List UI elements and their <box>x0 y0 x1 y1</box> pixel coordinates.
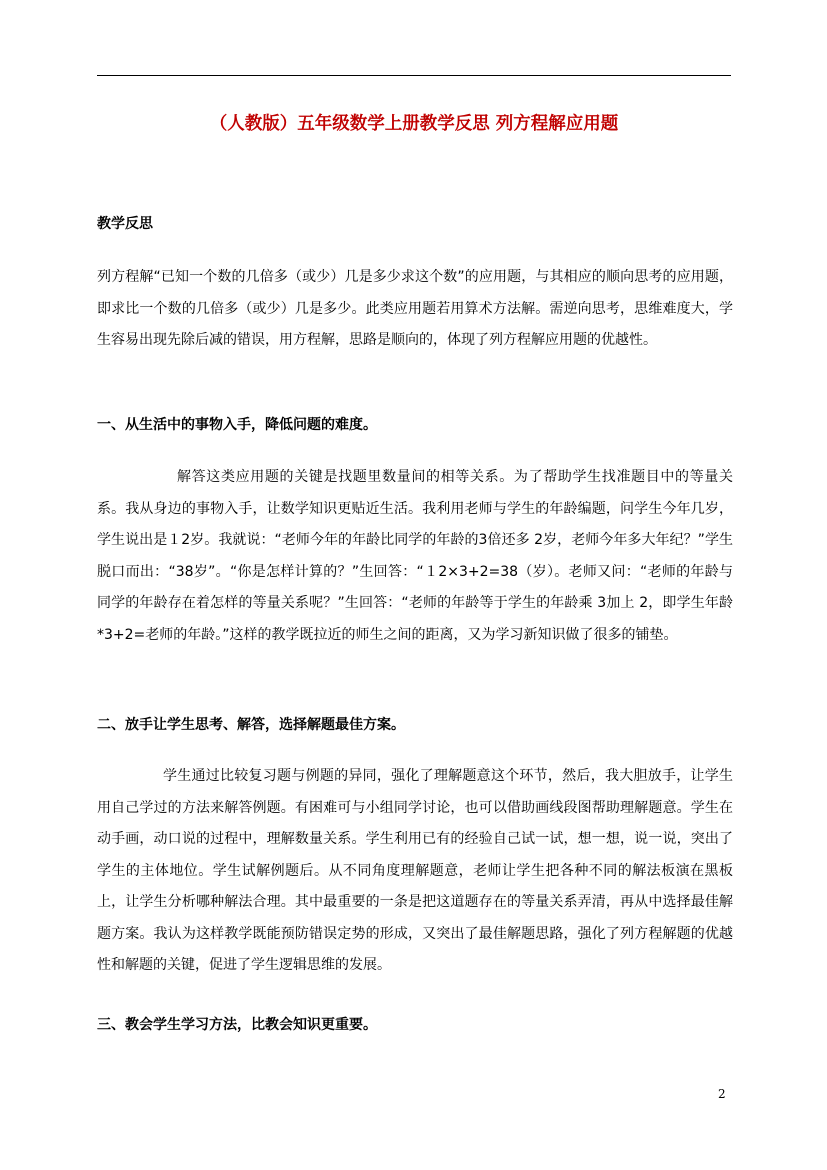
heading-1: 一、从生活中的事物入手，降低问题的难度。 <box>97 417 377 433</box>
paragraph-1: 解答这类应用题的关键是找题里数量间的相等关系。为了帮助学生找准题目中的等量关系。我从身边的事物入手，让数学知识更贴近生活。我利用老师与学生的年龄编题，问学生今年几岁，学生说出是１2岁。我就说：“老师今年的年龄比同学的年龄的3倍还多 2岁，老师今年多大年纪？”学生脱口而出：“38岁”。“你是怎样计算的？”生回答：“１2×3+2=38（岁）。老师又问：“老师的年龄与同学的年龄存在着怎样的等量关系呢？”生回答：“老师的年龄等于学生的年龄乘 3加上 2，即学生年龄*3+2=老师的年龄。”这样的教学既拉近的师生之间的距离，又为学习新知识做了很多的铺垫。 <box>97 469 733 643</box>
section-label: 教学反思 <box>97 216 153 232</box>
document-title: （人教版）五年级数学上册教学反思 列方程解应用题 <box>209 114 619 134</box>
paragraph-2: 学生通过比较复习题与例题的异同，强化了理解题意这个环节，然后，我大胆放手，让学生用自己学过的方法来解答例题。有困难可与小组同学讨论，也可以借助画线段图帮助理解题意。学生在动手画，动口说的过程中，理解数量关系。学生利用已有的经验自己试一试，想一想，说一说，突出了学生的主体地位。学生试解例题后。从不同角度理解题意，老师让学生把各种不同的解法板演在黑板上，让学生分析哪种解法合理。其中最重要的一条是把这道题存在的等量关系弄清，再从中选择最佳解题方案。我认为这样教学既能预防错误定势的形成，又突出了最佳解题思路，强化了列方程解题的优越性和解题的关键，促进了学生逻辑思维的发展。 <box>97 768 733 973</box>
heading-3: 三、教会学生学习方法，比教会知识更重要。 <box>97 1017 377 1033</box>
header-rule <box>97 75 731 76</box>
heading-2: 二、放手让学生思考、解答，选择解题最佳方案。 <box>97 717 405 733</box>
intro-paragraph: 列方程解“已知一个数的几倍多（或少）几是多少求这个数”的应用题，与其相应的顺向思考的应用题，即求比一个数的几倍多（或少）几是多少。此类应用题若用算术方法解。需逆向思考，思维难度大，学生容易出现先除后减的错误，用方程解，思路是顺向的，体现了列方程解应用题的优越性。 <box>97 269 733 348</box>
page-number: 2 <box>718 1087 726 1101</box>
